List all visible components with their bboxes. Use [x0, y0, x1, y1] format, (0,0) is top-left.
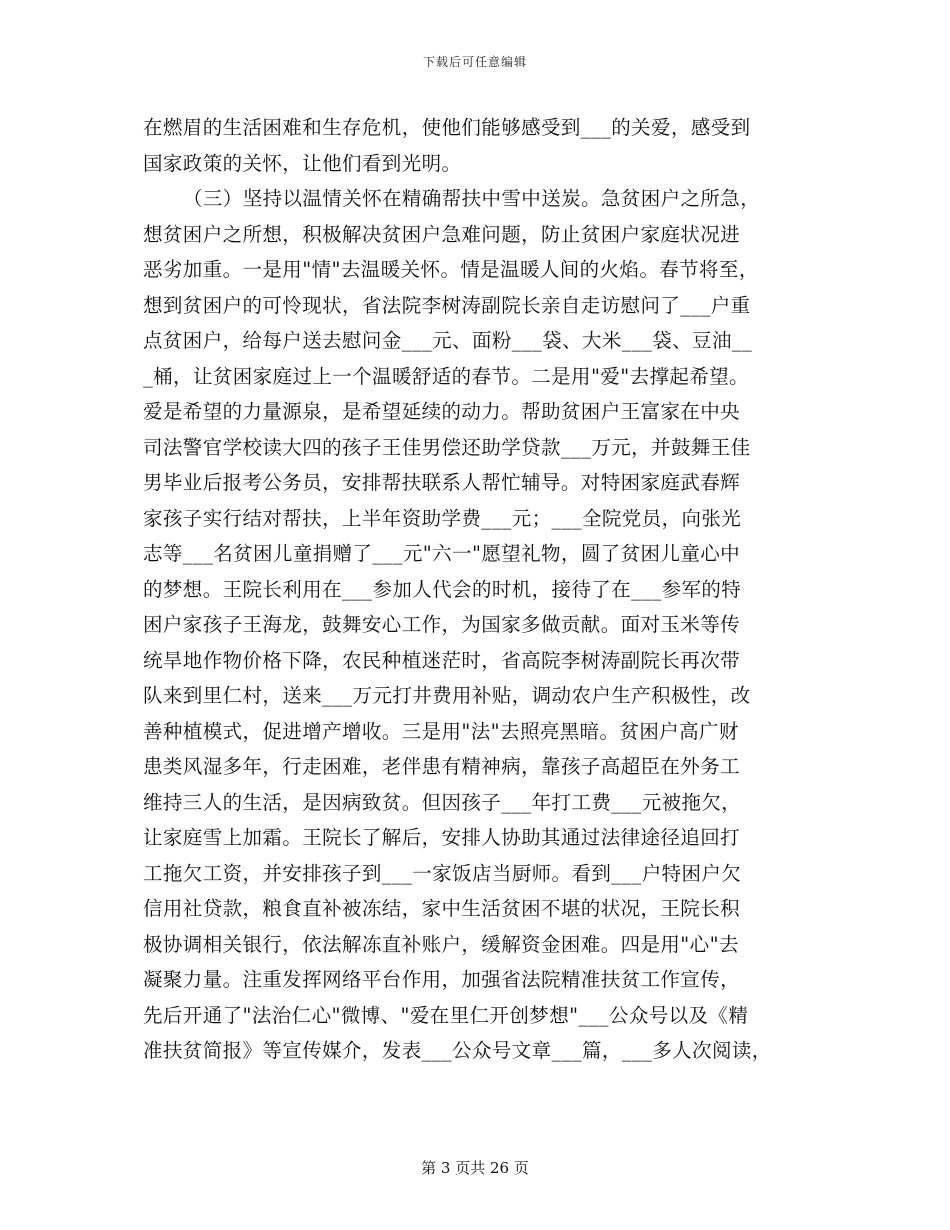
paragraph-line: 队来到里仁村，送来___万元打井费用补贴，调动农户生产积极性，改 — [143, 684, 751, 707]
paragraph-line: 维持三人的生活，是因病致贫。但因孩子___年打工费___元被拖欠， — [143, 790, 742, 814]
paragraph-line: 爱是希望的力量源泉，是希望延续的动力。帮助贫困户王富家在中央 — [143, 400, 741, 423]
paragraph-line: 男毕业后报考公务员，安排帮扶联系人帮忙辅导。对特困家庭武春辉 — [143, 471, 741, 494]
paragraph-line: 想贫困户之所想，积极解决贫困户急难问题，防止贫困户家庭状况进 — [143, 222, 741, 246]
body-text — [143, 110, 821, 1069]
paragraph-line: 信用社贷款，粮食直补被冻结，家中生活贫困不堪的状况，王院长积 — [143, 897, 741, 920]
paragraph-line: _桶，让贫困家庭过上一个温暖舒适的春节。二是用"爱"去撑起希望。 — [143, 364, 749, 388]
paragraph-line: 点贫困户，给每户送去慰问金___元、面粉___袋、大米___袋、豆油__ — [143, 329, 753, 352]
paragraph-line: 统旱地作物价格下降，农民种植迷茫时，省高院李树涛副院长再次带 — [143, 648, 741, 672]
paragraph-line: 让家庭雪上加霜。王院长了解后，安排人协助其通过法律途径追回打 — [143, 826, 741, 849]
paragraph-line: 司法警官学校读大四的孩子王佳男偿还助学贷款___万元，并鼓舞王佳 — [143, 435, 751, 459]
paragraph-line: 准扶贫简报》等宣传媒介，发表___公众号文章___篇，___多人次阅读， — [143, 1039, 772, 1062]
paragraph-line: 的梦想。王院长利用在___参加人代会的时机，接待了在___参军的特 — [143, 577, 742, 601]
paragraph-line: 国家政策的关怀，让他们看到光明。 — [143, 151, 462, 175]
paragraph-line: 极协调相关银行，依法解冻直补账户，缓解资金困难。四是用"心"去 — [143, 932, 739, 956]
paragraph-line: 在燃眉的生活困难和生存危机，使他们能够感受到___的关爱，感受到 — [143, 116, 751, 139]
paragraph-line: 想到贫困户的可怜现状，省法院李树涛副院长亲自走访慰问了___户重 — [143, 293, 751, 317]
paragraph-line: 善种植模式，促进增产增收。三是用"法"去照亮黑暗。贫困户高广财 — [143, 719, 739, 743]
page-header: 下载后可任意编辑 — [422, 55, 527, 69]
paragraph-line: 工拖欠工资，并安排孩子到___一家饭店当厨师。看到___户特困户欠 — [143, 861, 742, 885]
paragraph-line: 恶劣加重。一是用"情"去温暖关怀。情是温暖人间的火焰。春节将至， — [143, 258, 759, 281]
paragraph-line: 志等___名贫困儿童捐赠了___元"六一"愿望礼物，圆了贫困儿童心中 — [143, 542, 741, 565]
page-footer: 第 3 页共 26 页 — [421, 1159, 529, 1177]
paragraph-line: 先后开通了"法治仁心"微博、"爱在里仁开创梦想"___公众号以及《精 — [143, 1003, 749, 1027]
paragraph-line: 家孩子实行结对帮扶，上半年资助学费___元；___全院党员，向张光 — [143, 506, 742, 530]
paragraph-line: 患类风湿多年，行走困难，老伴患有精神病，靠孩子高超臣在外务工 — [143, 755, 741, 778]
paragraph-line: 困户家孩子王海龙，鼓舞安心工作，为国家多做贡献。面对玉米等传 — [143, 613, 741, 636]
paragraph-line: 凝聚力量。注重发挥网络平台作用，加强省法院精准扶贫工作宣传， — [143, 968, 741, 991]
paragraph-line: （三）坚持以温情关怀在精确帮扶中雪中送炭。急贫困户之所急， — [183, 187, 761, 210]
